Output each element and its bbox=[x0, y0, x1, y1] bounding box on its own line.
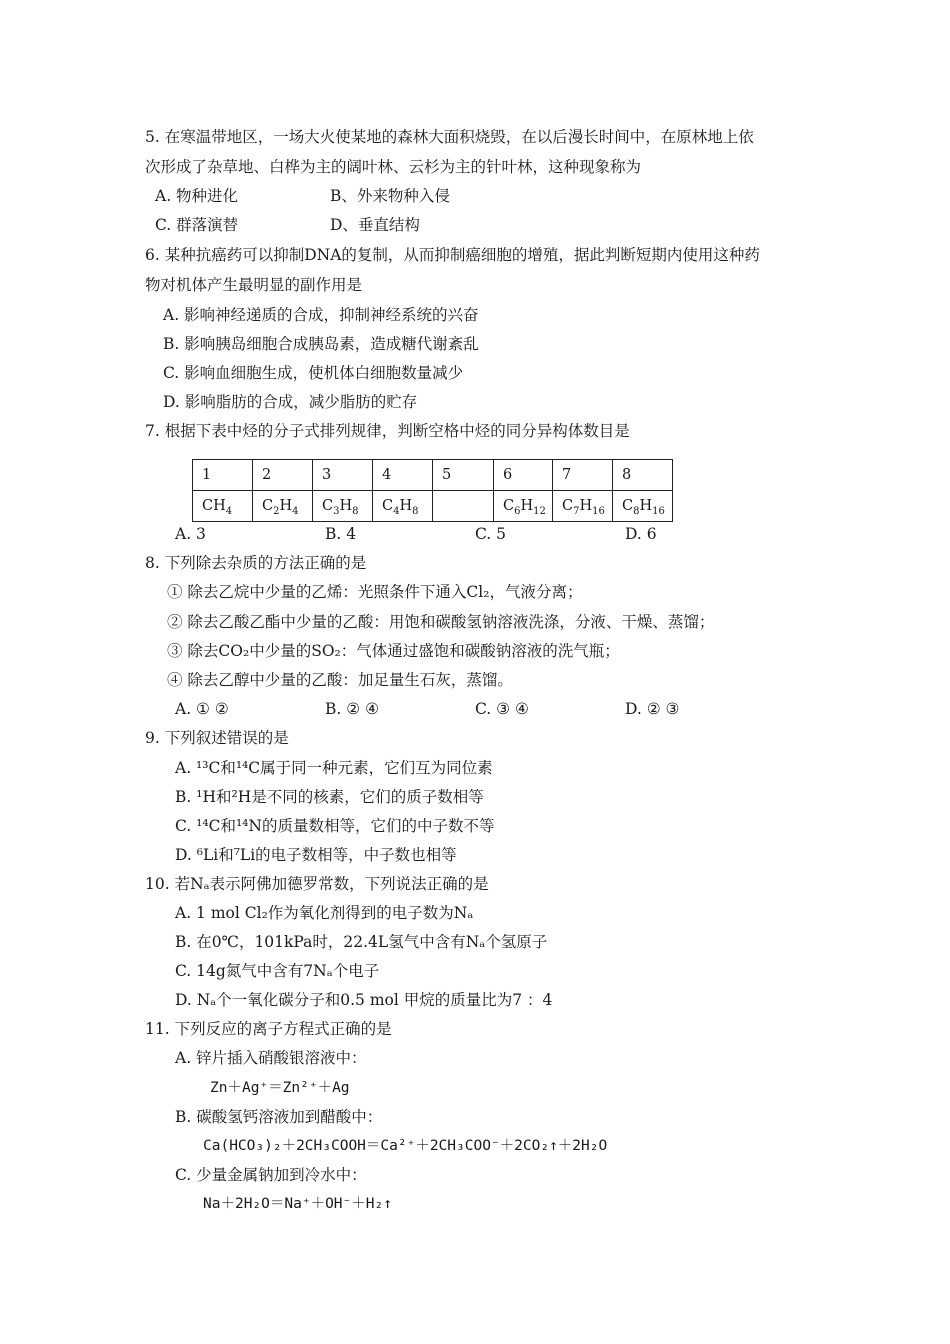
q8-item-4: ④ 除去乙醇中少量的乙酸：加足量生石灰，蒸馏。 bbox=[167, 671, 513, 689]
q7-option-b: B. 4 bbox=[325, 525, 357, 543]
q10-option-c: C. 14g氮气中含有7Nₐ个电子 bbox=[175, 962, 380, 980]
table-formula-row bbox=[193, 491, 673, 522]
table-header-row bbox=[193, 460, 673, 491]
q5-option-a: A. 物种进化 bbox=[155, 187, 239, 205]
q5-option-b: B、外来物种入侵 bbox=[330, 187, 450, 205]
q6-option-b: B. 影响胰岛细胞合成胰岛素，造成糖代谢紊乱 bbox=[163, 335, 479, 353]
q9-option-c: C. ¹⁴C和¹⁴N的质量数相等，它们的中子数不等 bbox=[175, 817, 495, 835]
q7-option-d: D. 6 bbox=[625, 525, 657, 543]
q6-stem-line2: 物对机体产生最明显的副作用是 bbox=[145, 276, 363, 294]
hydrocarbon-table bbox=[192, 459, 673, 522]
q9-option-d: D. ⁶Li和⁷Li的电子数相等，中子数也相等 bbox=[175, 846, 457, 864]
formula-cell: $C_7H_{16}$ bbox=[553, 491, 613, 522]
formula-cell: $C_3H_8$ bbox=[313, 491, 373, 522]
formula-cell: $C_2H_4$ bbox=[253, 491, 313, 522]
q7-option-c: C. 5 bbox=[475, 525, 507, 543]
q5-option-c: C. 群落演替 bbox=[155, 216, 239, 234]
q11-stem: 11. 下列反应的离子方程式正确的是 bbox=[145, 1020, 392, 1038]
q6-stem-line1: 6. 某种抗癌药可以抑制DNA的复制，从而抑制癌细胞的增殖，据此判断短期内使用这种药 bbox=[145, 246, 760, 264]
table-header-cell: 4 bbox=[373, 460, 433, 491]
q8-option-b: B. ② ④ bbox=[325, 700, 379, 718]
q11-option-c: C. 少量金属钠加到冷水中： bbox=[175, 1166, 367, 1184]
q8-item-2: ② 除去乙酸乙酯中少量的乙酸：用饱和碳酸氢钠溶液洗涤，分液、干燥、蒸馏； bbox=[167, 613, 715, 631]
q8-stem: 8. 下列除去杂质的方法正确的是 bbox=[145, 554, 367, 572]
q6-option-d: D. 影响脂肪的合成，减少脂肪的贮存 bbox=[163, 393, 418, 411]
table-header-cell: 2 bbox=[253, 460, 313, 491]
table-header-cell: 6 bbox=[494, 460, 553, 491]
q5-stem-line2: 次形成了杂草地、白桦为主的阔叶林、云杉为主的针叶林，这种现象称为 bbox=[145, 158, 642, 176]
q5-stem-line1: 5. 在寒温带地区，一场大火使某地的森林大面积烧毁，在以后漫长时间中，在原林地上依 bbox=[145, 128, 754, 146]
q9-option-a: A. ¹³C和¹⁴C属于同一种元素，它们互为同位素 bbox=[175, 759, 493, 777]
q8-option-c: C. ③ ④ bbox=[475, 700, 529, 718]
q10-option-b: B. 在0℃，101kPa时，22.4L氢气中含有Nₐ个氢原子 bbox=[175, 933, 548, 951]
q6-option-a: A. 影响神经递质的合成，抑制神经系统的兴奋 bbox=[163, 306, 479, 324]
q10-option-a: A. 1 mol Cl₂作为氧化剂得到的电子数为Nₐ bbox=[175, 904, 474, 922]
q7-stem: 7. 根据下表中烃的分子式排列规律，判断空格中烃的同分异构体数目是 bbox=[145, 422, 630, 440]
q8-option-a: A. ① ② bbox=[175, 700, 229, 718]
formula-cell: $C_4H_8$ bbox=[373, 491, 433, 522]
q8-item-1: ① 除去乙烷中少量的乙烯：光照条件下通入Cl₂，气液分离； bbox=[167, 583, 583, 601]
table-header-cell: 5 bbox=[433, 460, 494, 491]
q11-option-b: B. 碳酸氢钙溶液加到醋酸中： bbox=[175, 1108, 383, 1126]
q8-option-d: D. ② ③ bbox=[625, 700, 680, 718]
q9-stem: 9. 下列叙述错误的是 bbox=[145, 729, 289, 747]
table-header-cell: 1 bbox=[193, 460, 253, 491]
q8-item-3: ③ 除去CO₂中少量的SO₂：气体通过盛饱和碳酸钠溶液的洗气瓶； bbox=[167, 642, 620, 660]
table-header-cell: 8 bbox=[613, 460, 673, 491]
formula-cell: $CH_4$ bbox=[193, 491, 253, 522]
q11-equation-b: Ca(HCO₃)₂＋2CH₃COOH＝Ca²⁺＋2CH₃COO⁻＋2CO₂↑＋2H₂O bbox=[203, 1138, 608, 1154]
q9-option-b: B. ¹H和²H是不同的核素，它们的质子数相等 bbox=[175, 788, 484, 806]
q11-equation-c: Na＋2H₂O＝Na⁺＋OH⁻＋H₂↑ bbox=[203, 1196, 392, 1212]
q11-option-a: A. 锌片插入硝酸银溶液中： bbox=[175, 1049, 367, 1067]
formula-cell: $C_8H_{16}$ bbox=[613, 491, 673, 522]
q10-option-d: D. Nₐ个一氧化碳分子和0.5 mol 甲烷的质量比为7 ：4 bbox=[175, 991, 553, 1009]
q11-equation-a: Zn＋Ag⁺＝Zn²⁺＋Ag bbox=[210, 1080, 350, 1096]
table-header-cell: 7 bbox=[553, 460, 613, 491]
q10-stem: 10. 若Nₐ表示阿佛加德罗常数，下列说法正确的是 bbox=[145, 875, 489, 893]
table-header-cell: 3 bbox=[313, 460, 373, 491]
q5-option-d: D、垂直结构 bbox=[330, 216, 420, 234]
q6-option-c: C. 影响血细胞生成，使机体白细胞数量减少 bbox=[163, 364, 464, 382]
formula-cell: $C_6H_{12}$ bbox=[494, 491, 553, 522]
q7-option-a: A. 3 bbox=[175, 525, 206, 543]
formula-cell-blank bbox=[433, 491, 494, 522]
